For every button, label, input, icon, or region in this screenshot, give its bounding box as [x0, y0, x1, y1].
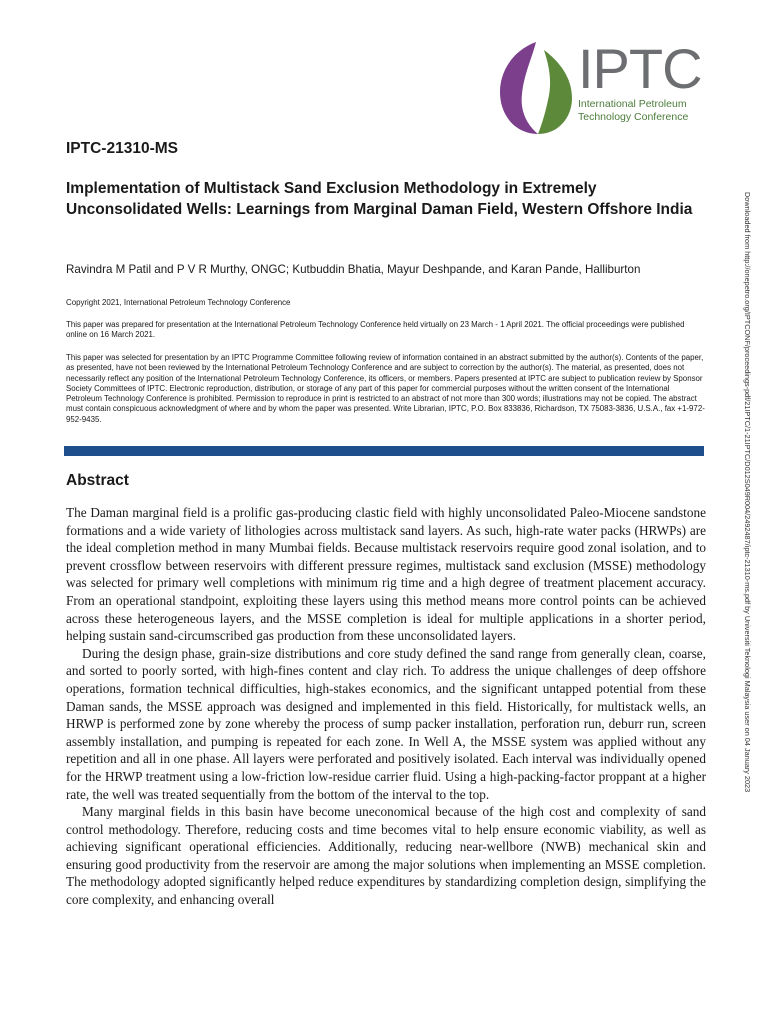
abstract-heading: Abstract	[66, 472, 129, 489]
abstract-paragraph-1: The Daman marginal field is a prolific gas-producing clastic field with highly unconsolidated Paleo-Miocene sandstone formations and a wide variety of lithologies across multistack sand layers. As such, high-rate water packs (HRWPs) are the ideal completion method in many Mumbai fields. Because multistack reservoirs require good zonal isolation, and to prevent crossflow between reservoirs with different pressure regimes, multistack sand exclusion (MSSE) methodology was selected for primary well completions with minimum rig time and a high degree of treatment placement accuracy. From an operational standpoint, exploiting these layers using this method means more control points can be achieved across these heterogeneous layers, and the MSSE completion is ideal for multiple applications in a shorter period, helping sustain sand-circumscribed gas production from these unconsolidated layers.	[66, 505, 706, 644]
selection-notice: This paper was selected for presentation by an IPTC Programme Committee following review of information contained in an abstract submitted by the author(s). Contents of the paper, as presented, have not been reviewed by the International Petroleum Technology Conference and are subject to correction by the author(s). The material, as presented, does not necessarily reflect any position of the International Petroleum Technology Conference, its officers, or members. Papers presented at IPTC are subject to publication review by Sponsor Society Committees of IPTC. Electronic reproduction, distribution, or storage of any part of this paper for commercial purposes without the written consent of the International Petroleum Technology Conference is prohibited. Permission to reproduce in print is restricted to an abstract of not more than 300 words; illustrations may not be copied. The abstract must contain conspicuous acknowledgment of where and by whom the paper was presented. Write Librarian, IPTC, P.O. Box 833836, Richardson, TX 75083-3836, U.S.A., fax +1-972-952-9435.	[66, 353, 705, 424]
iptc-logo	[498, 37, 708, 140]
download-note: Downloaded from http://onepetro.org/IPTCONF/proceedings-pdf/21IPTC/1-21IPTC/D012S049R004/2492487/iptc-21310-ms.pdf by Universiti Teknologi Malaysia user on 04 January 2023	[743, 192, 752, 793]
paper-id: IPTC-21310-MS	[66, 140, 178, 157]
abstract-body	[66, 504, 706, 909]
preparation-notice: This paper was prepared for presentation at the International Petroleum Technology Conference held virtually on 23 March - 1 April 2021. The official proceedings were published online on 16 March 2021.	[66, 320, 685, 340]
logo-full-name-line1: International Petroleum	[578, 98, 687, 110]
iptc-logo-mark-icon	[498, 40, 574, 136]
abstract-paragraph-2: During the design phase, grain-size distributions and core study defined the sand range from generally clean, coarse, and sorted to poorly sorted, with high-fines content and clay rich. To address the unique challenges of deep offshore operations, formation technical difficulties, high-stakes economics, and the significant untapped potential from these Daman sands, the MSSE approach was designed and implemented in this field. Historically, for multistack wells, an HRWP is performed zone by zone whereby the process of sump packer installation, perforation run, deburr run, screen assembly installation, and pumping is repeated for each zone. In Well A, the MSSE system was applied without any repetition and all in one phase. All layers were perforated and positively isolated. Each interval was individually opened for the HRWP treatment using a low-friction low-residue carrier fluid. Using a high-packing-factor proppant at a higher rate, the well was treated sequentially from the bottom of the interval to the top.	[66, 645, 706, 802]
logo-full-name-line2: Technology Conference	[578, 111, 689, 123]
abstract-paragraph-3: Many marginal fields in this basin have become uneconomical because of the high cost and complexity of sand control methodology. Therefore, reducing costs and time becomes vital to help ensure economic viability, as well as achieving significant operational efficiencies. Additionally, reducing near-wellbore (NWB) mechanical skin and ensuring good productivity from the reservoir are among the major solutions when implementing an MSSE completion. The methodology adopted significantly helped reduce expenditures by standardizing completion design, simplifying the core complexity, and enhancing overall	[66, 804, 706, 908]
copyright-notice: Copyright 2021, International Petroleum Technology Conference	[66, 298, 291, 307]
logo-acronym: IPTC	[578, 37, 702, 100]
download-sidebar	[740, 192, 754, 822]
paper-title: Implementation of Multistack Sand Exclusion Methodology in Extremely Unconsolidated Wells: Learnings from Marginal Daman Field, Western Offshore India	[66, 180, 693, 218]
section-divider	[64, 446, 704, 456]
paper-authors: Ravindra M Patil and P V R Murthy, ONGC; Kutbuddin Bhatia, Mayur Deshpande, and Karan Pande, Halliburton	[66, 263, 641, 276]
